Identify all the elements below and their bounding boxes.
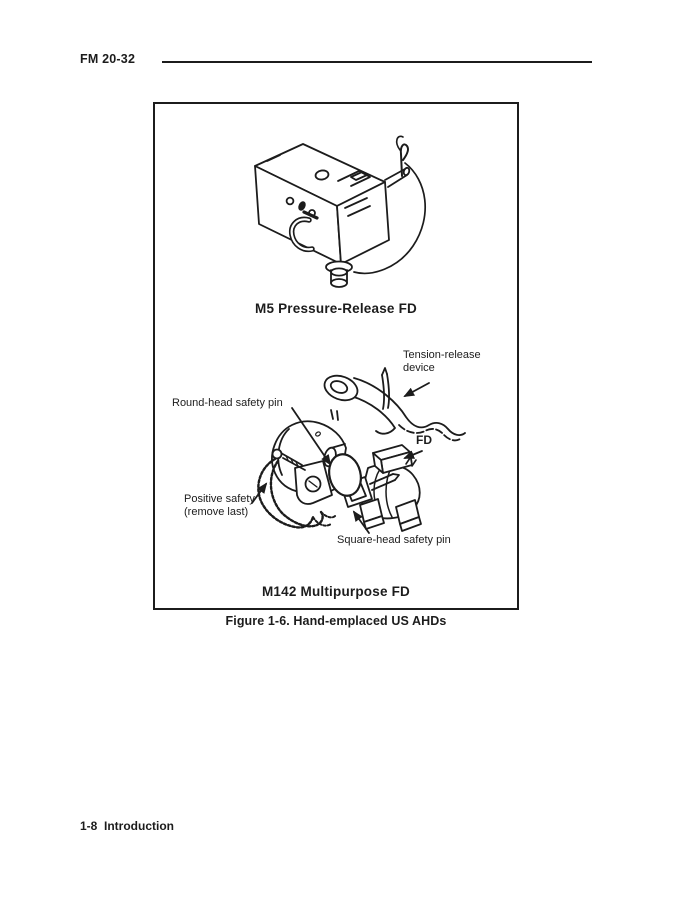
callout-fd: FD — [416, 433, 432, 447]
header-rule — [162, 61, 592, 63]
callout-round-head-pin: Round-head safety pin — [172, 397, 283, 409]
page-footer: 1-8 Introduction — [80, 819, 174, 833]
callout-square-head-pin: Square-head safety pin — [337, 534, 451, 546]
callout-positive-safety: Positive safety (remove last) — [184, 493, 255, 518]
tension-arrow — [405, 383, 429, 396]
callout-tension-release: Tension-release device — [403, 349, 481, 374]
document-id: FM 20-32 — [80, 52, 136, 66]
m142-tension-lever — [354, 378, 465, 435]
figure-box — [153, 102, 519, 610]
m142-device-caption: M142 Multipurpose FD — [261, 584, 410, 599]
m5-device-caption: M5 Pressure-Release FD — [255, 301, 417, 316]
figure-caption: Figure 1-6. Hand-emplaced US AHDs — [225, 614, 447, 628]
